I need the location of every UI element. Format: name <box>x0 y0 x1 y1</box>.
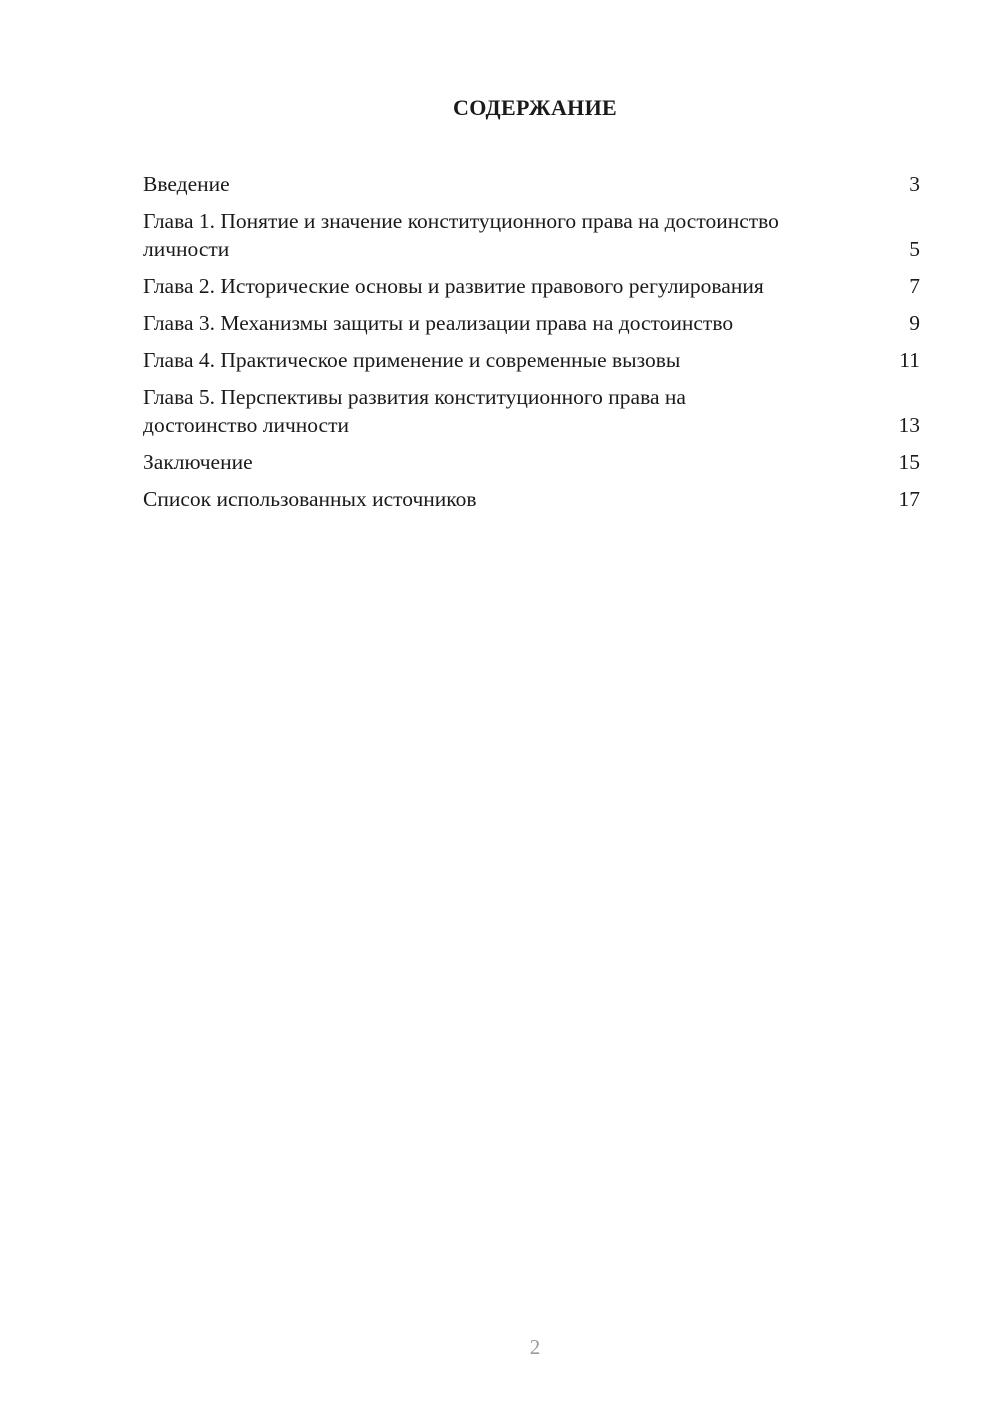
toc-entry-page: 15 <box>898 450 920 474</box>
toc-title: СОДЕРЖАНИЕ <box>453 95 617 120</box>
toc-entry-label: Глава 5. Перспективы развития конституционного права на достоинство личности <box>143 385 686 437</box>
toc-entry-label: Глава 4. Практическое применение и современные вызовы <box>143 348 681 372</box>
toc-entry-page: 3 <box>909 172 920 196</box>
page-number: 2 <box>529 1335 541 1359</box>
toc-entry-label: Глава 2. Исторические основы и развитие правового регулирования <box>143 274 764 298</box>
toc-entry-label: Заключение <box>143 450 253 474</box>
toc-entry-page: 9 <box>909 311 920 335</box>
toc-entry-page: 17 <box>898 487 920 511</box>
toc-entry-introduction[interactable] <box>143 170 920 198</box>
table-of-contents <box>143 170 920 522</box>
toc-entry-label: Глава 3. Механизмы защиты и реализации права на достоинство <box>143 311 734 335</box>
toc-entry-chapter-5[interactable] <box>143 383 920 439</box>
toc-entry-references[interactable] <box>143 485 920 513</box>
toc-entry-chapter-3[interactable] <box>143 309 920 337</box>
toc-entry-label: Список использованных источников <box>143 487 477 511</box>
toc-entry-chapter-2[interactable] <box>143 272 920 300</box>
toc-entry-chapter-1[interactable] <box>143 207 920 263</box>
toc-entry-page: 13 <box>898 413 920 437</box>
toc-entry-page: 7 <box>909 274 920 298</box>
toc-entry-page: 11 <box>899 348 920 372</box>
toc-entry-conclusion[interactable] <box>143 448 920 476</box>
toc-entry-chapter-4[interactable] <box>143 346 920 374</box>
toc-entry-label: Глава 1. Понятие и значение конституционного права на достоинство личности <box>143 209 779 261</box>
toc-entry-page: 5 <box>909 237 920 261</box>
toc-entry-label: Введение <box>143 172 230 196</box>
